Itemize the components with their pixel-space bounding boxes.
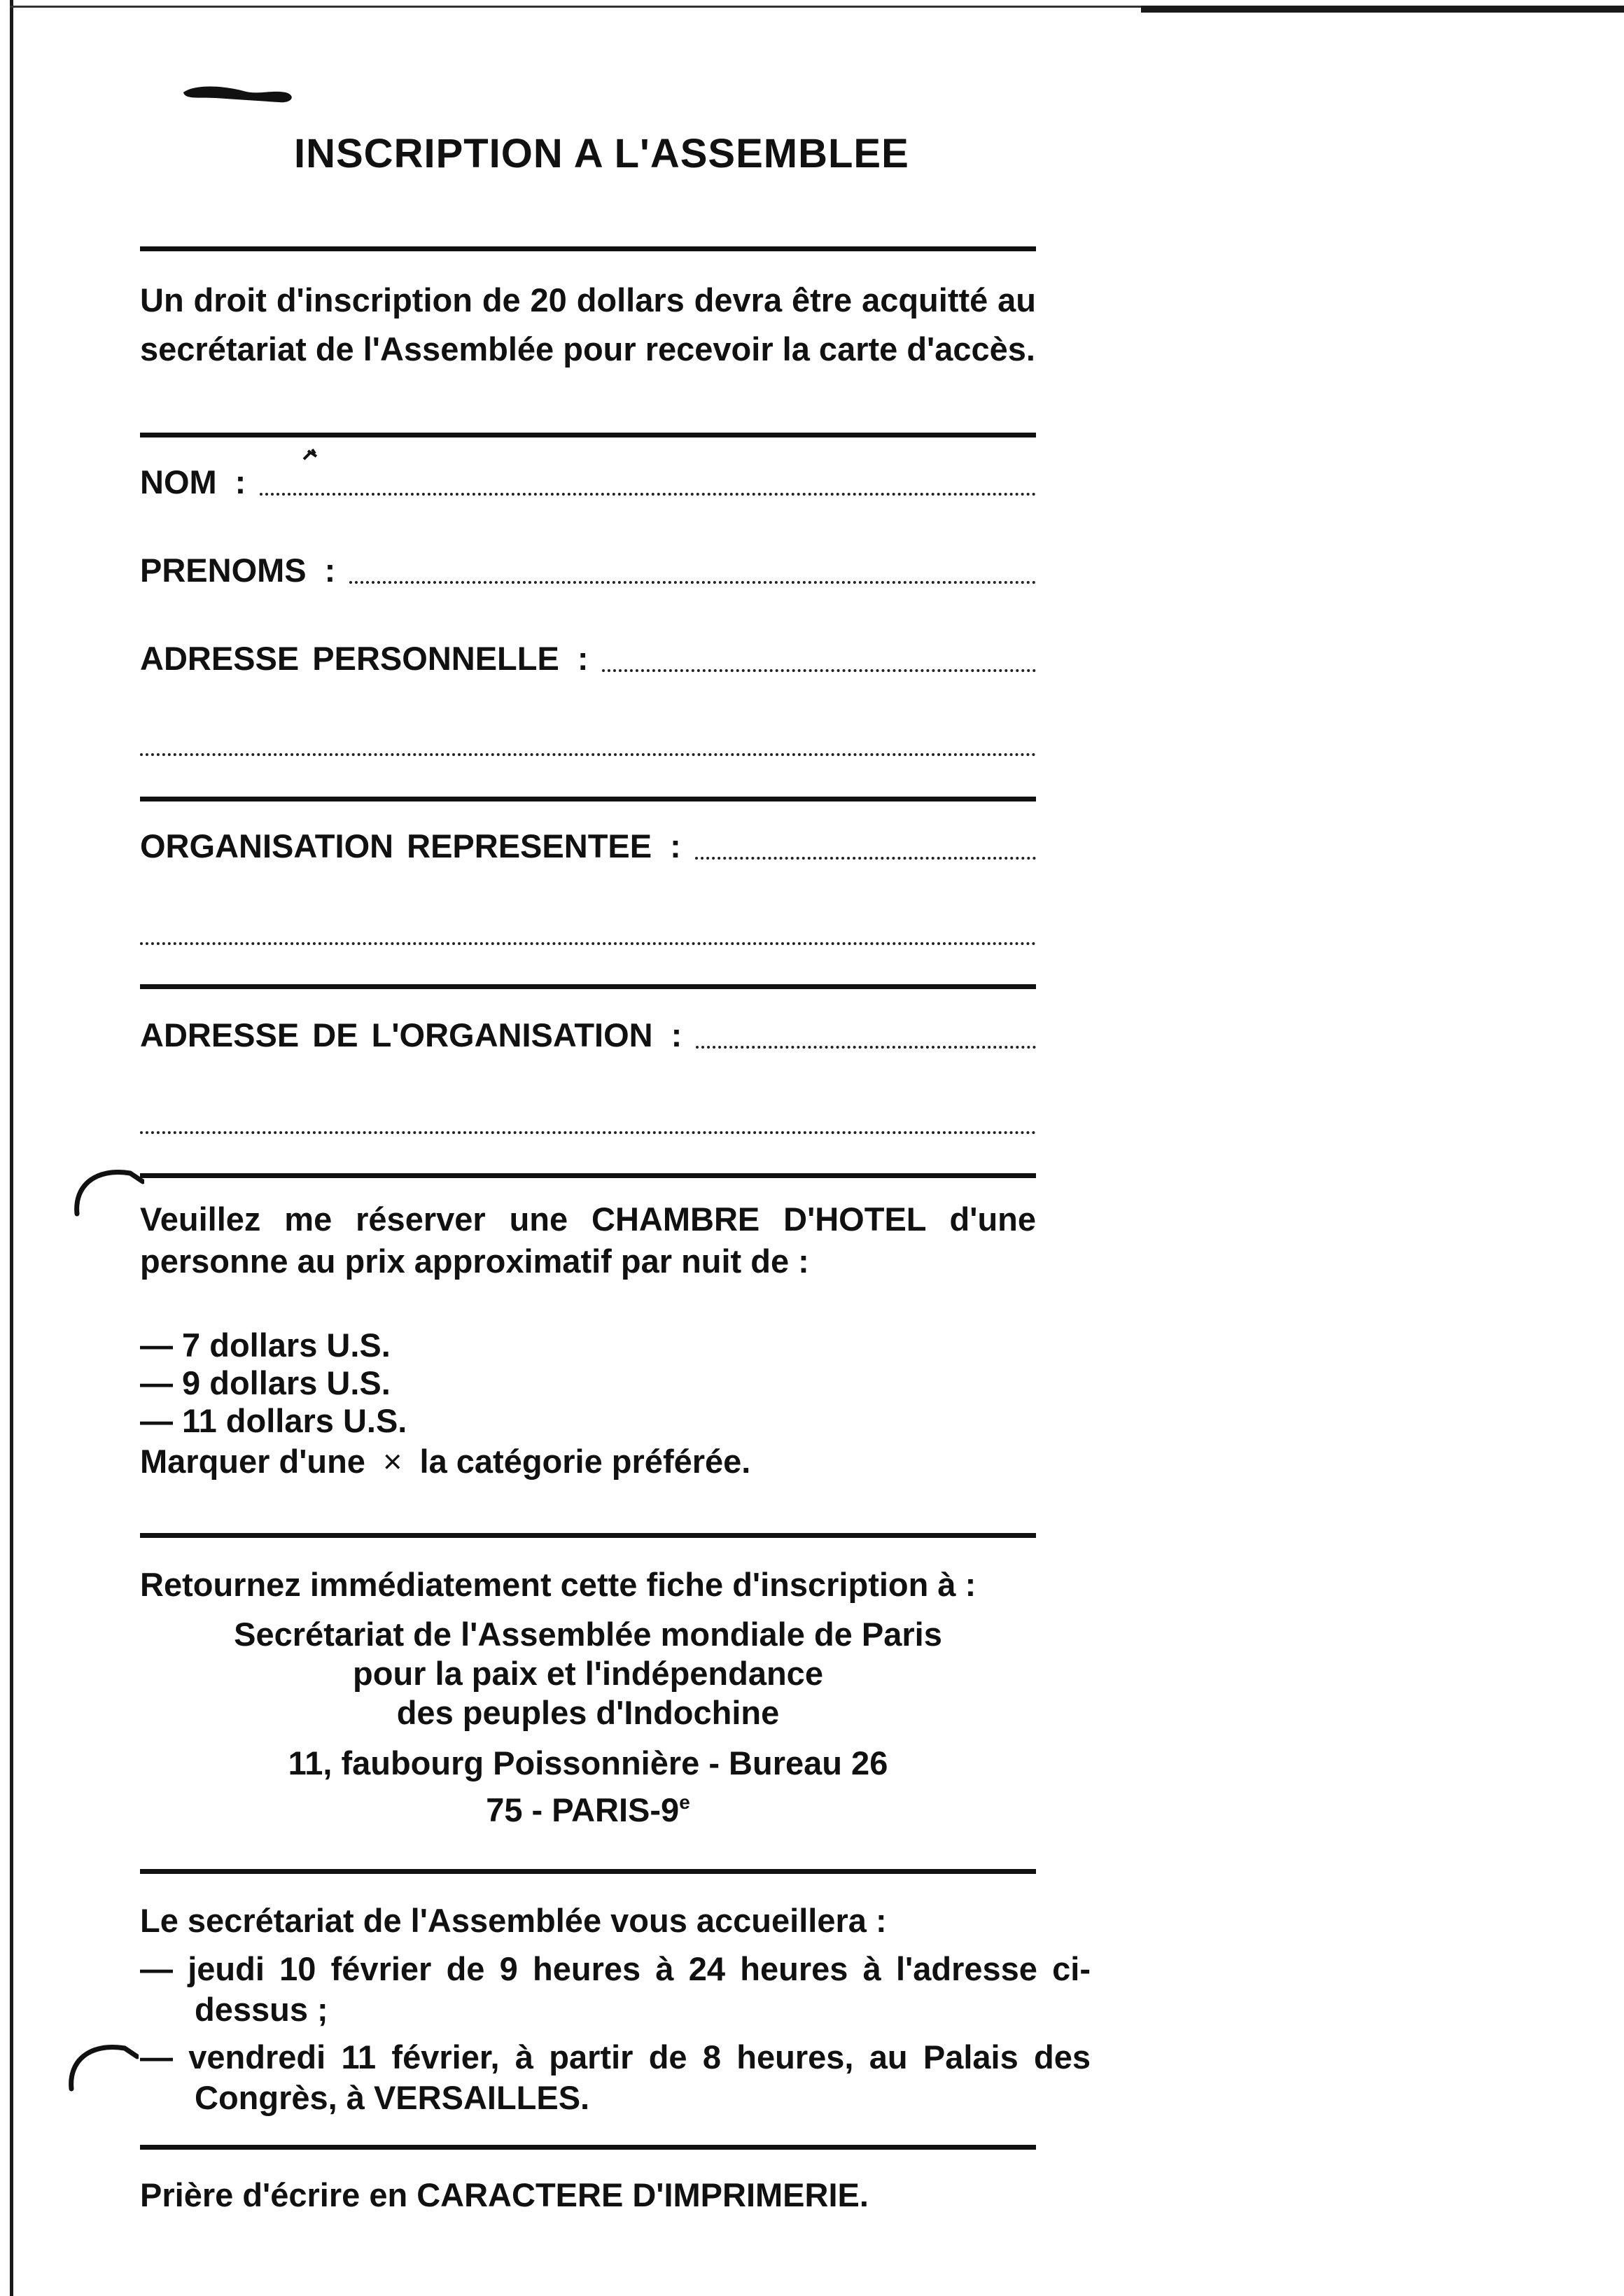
prenoms-dotted-line[interactable] [349,568,1036,584]
divider-2 [140,433,1036,438]
hotel-option-9[interactable]: — 9 dollars U.S. [140,1364,391,1401]
ink-corner-mark-1 [67,1158,144,1221]
prenoms-field[interactable] [140,545,1036,589]
mark-x-symbol: × [383,1443,402,1480]
nom-dotted-line[interactable] [260,480,1036,496]
welcome-intro: Le secrétariat de l'Assemblée vous accueillera : [140,1902,887,1939]
nom-colon: : [234,463,246,500]
return-address-line-2: pour la paix et l'indépendance [353,1655,823,1692]
return-address-line-1: Secrétariat de l'Assemblée mondiale de Paris [234,1616,942,1653]
welcome-item-1: — jeudi 10 février de 9 heures à 24 heures à l'adresse ci-dessus ; [140,1950,1091,2028]
adresse-personnelle-colon: : [577,640,589,677]
prenoms-colon: : [324,552,336,589]
adresse-organisation-field[interactable] [140,1009,1036,1054]
divider-6 [140,1533,1036,1538]
adresse-organisation-label: ADRESSE DE L'ORGANISATION [140,1016,653,1054]
adresse-personnelle-label: ADRESSE PERSONNELLE [140,640,559,677]
adresse-personnelle-dotted-line[interactable] [602,657,1036,672]
nom-label: NOM [140,463,217,500]
footer-instruction: Prière d'écrire en CARACTERE D'IMPRIMERIE. [140,2176,869,2213]
divider-3 [140,797,1036,802]
organisation-field[interactable] [140,820,1036,865]
return-intro: Retournez immédiatement cette fiche d'inscription à : [140,1566,976,1603]
divider-5 [140,1173,1036,1178]
hotel-option-11[interactable]: — 11 dollars U.S. [140,1402,407,1439]
arrondissement-sup: e [679,1791,690,1813]
adresse-organisation-colon: : [671,1016,682,1054]
hotel-request: Veuillez me réserver une CHAMBRE D'HOTEL d'une personne au prix approximatif par nuit de : [140,1200,1036,1280]
organisation-label: ORGANISATION REPRESENTEE [140,827,652,864]
organisation-dotted-line-2[interactable] [140,939,1036,945]
adresse-organisation-dotted-line[interactable] [696,1033,1036,1049]
adresse-personnelle-field[interactable] [140,633,1036,678]
organisation-dotted-line[interactable] [695,844,1036,860]
return-address-line-4: 11, faubourg Poissonnière - Bureau 26 [288,1744,888,1782]
city-text: 75 - PARIS-9 [486,1791,680,1828]
fee-note: Un droit d'inscription de 20 dollars devra être acquitté au secrétariat de l'Assemblée pour recevoir la carte d'accès. [140,281,1036,368]
divider-4 [140,984,1036,989]
prenoms-label: PRENOMS [140,552,307,589]
adresse-personnelle-dotted-line-2[interactable] [140,750,1036,756]
mark-suffix: la catégorie préférée. [419,1443,751,1480]
form-title: INSCRIPTION A L'ASSEMBLEE [294,131,909,176]
hotel-mark-instruction [140,1442,750,1480]
nom-field[interactable] [140,456,1036,501]
divider-7 [140,1869,1036,1874]
return-address-line-5 [140,1782,1036,1830]
adresse-organisation-dotted-line-2[interactable] [140,1128,1036,1134]
ink-scribble-mark [181,80,300,106]
welcome-item-2: — vendredi 11 février, à partir de 8 heures, au Palais des Congrès, à VERSAILLES. [140,2038,1091,2116]
organisation-colon: : [670,827,681,864]
hotel-option-7[interactable]: — 7 dollars U.S. [140,1326,391,1364]
ink-corner-mark-2 [62,2033,139,2096]
page-edge-left [10,0,13,2296]
page-edge-top [10,6,1144,8]
return-address-line-3: des peuples d'Indochine [396,1694,780,1731]
divider-8 [140,2145,1036,2150]
mark-prefix: Marquer d'une [140,1443,365,1480]
page-edge-top-thick [1141,6,1624,13]
divider-1 [140,246,1036,251]
